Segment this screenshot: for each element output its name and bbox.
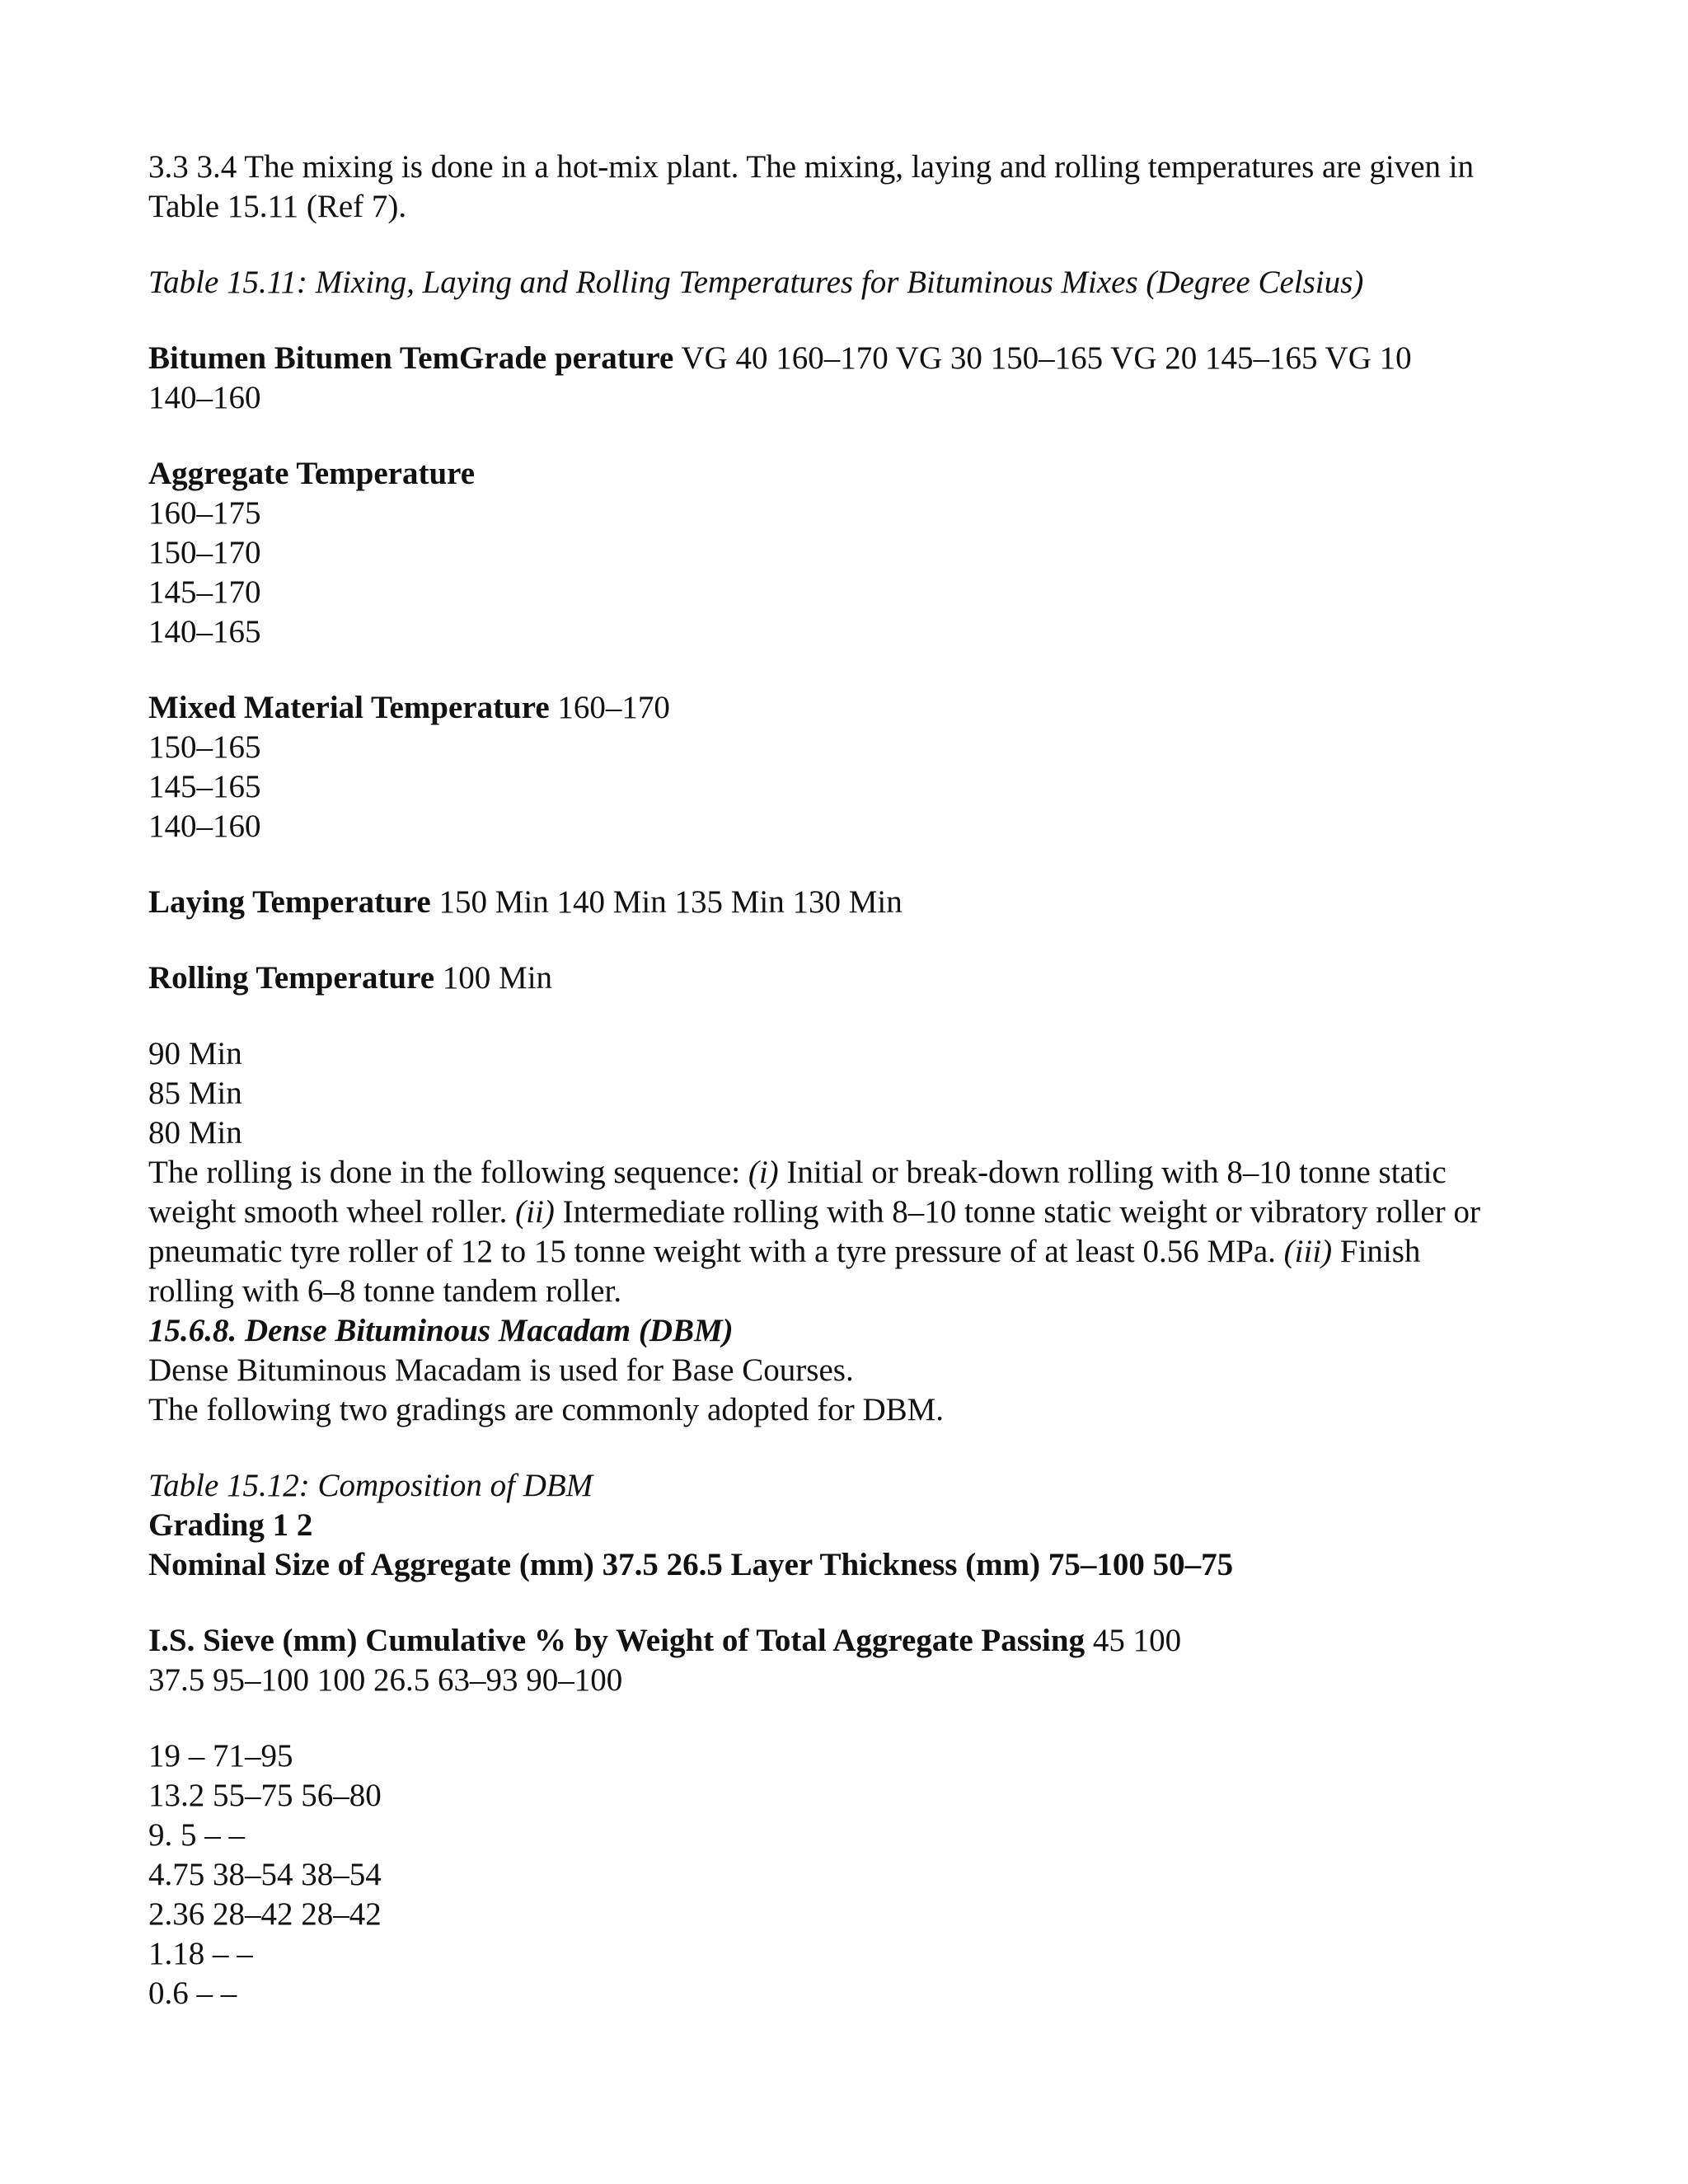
sieve-row: 9. 5 – – (148, 1817, 245, 1853)
text-column (148, 148, 1550, 2013)
sieve-row: 4.75 38–54 38–54 (148, 1857, 382, 1892)
aggregate-value: 145–170 (148, 574, 261, 610)
section-text-line: The following two gradings are commonly adopted for DBM. (148, 1392, 945, 1427)
intro-line: Table 15.11 (Ref 7). (148, 189, 407, 224)
rolling-value: 90 Min (148, 1036, 242, 1071)
bitumen-row (148, 339, 1550, 418)
mixed-value: 145–165 (148, 769, 261, 804)
aggregate-value: 150–170 (148, 535, 261, 570)
rolling-row (148, 958, 1550, 998)
bitumen-values-cont: 140–160 (148, 380, 261, 415)
intro-paragraph (148, 148, 1550, 227)
mixed-value: 160–170 (549, 690, 670, 725)
aggregate-value: 160–175 (148, 495, 261, 531)
sieve-header: I.S. Sieve (mm) Cumulative % by Weight of Total Aggregate Passing (148, 1623, 1085, 1658)
aggregate-header: Aggregate Temperature (148, 456, 476, 491)
aggregate-column (148, 454, 1550, 652)
rolling-sequence-line: The rolling is done in the following sequence: (i) Initial or break-down rolling with 8–10 tonne static (148, 1155, 1447, 1190)
sieve-header-row (148, 1621, 1550, 1700)
section-heading: 15.6.8. Dense Bituminous Macadam (DBM) (148, 1313, 734, 1348)
section-text-line: Dense Bituminous Macadam is used for Base Courses. (148, 1352, 854, 1388)
rolling-sequence-line: weight smooth wheel roller. (ii) Intermediate rolling with 8–10 tonne static weight or vibratory roller or (148, 1194, 1480, 1230)
mixed-material-column (148, 688, 1550, 846)
sieve-row: 19 – 71–95 (148, 1738, 293, 1774)
sieve-row: 13.2 55–75 56–80 (148, 1778, 382, 1813)
aggregate-value: 140–165 (148, 614, 261, 649)
grading-row: Grading 1 2 (148, 1507, 313, 1543)
mixed-value: 150–165 (148, 729, 261, 765)
laying-values: 150 Min 140 Min 135 Min 130 Min (430, 884, 903, 920)
sieve-row: 2.36 28–42 28–42 (148, 1896, 382, 1932)
sieve-rows (148, 1736, 1550, 2013)
nominal-size-row: Nominal Size of Aggregate (mm) 37.5 26.5 Layer Thickness (mm) 75–100 50–75 (148, 1547, 1234, 1582)
table-15-12-caption: Table 15.12: Composition of DBM (148, 1468, 593, 1503)
intro-line: 3.3 3.4 The mixing is done in a hot-mix plant. The mixing, laying and rolling temperatures are given in (148, 149, 1475, 185)
laying-header: Laying Temperature (148, 884, 431, 920)
rolling-values (148, 1034, 1550, 1430)
rolling-sequence-line: pneumatic tyre roller of 12 to 15 tonne weight with a tyre pressure of at least 0.56 MPa. (iii) Finish (148, 1234, 1421, 1269)
rolling-value: 80 Min (148, 1115, 242, 1151)
table-15-12-header (148, 1466, 1550, 1585)
sieve-value: 45 100 (1085, 1623, 1182, 1658)
sieve-row: 37.5 95–100 100 26.5 63–93 90–100 (148, 1662, 623, 1698)
rolling-header: Rolling Temperature (148, 960, 435, 996)
rolling-value: 85 Min (148, 1076, 242, 1111)
rolling-value: 100 Min (434, 960, 553, 996)
bitumen-values: VG 40 160–170 VG 30 150–165 VG 20 145–165 VG 10 (673, 340, 1412, 376)
table-15-11-caption: Table 15.11: Mixing, Laying and Rolling Temperatures for Bituminous Mixes (Degree Celsius) (148, 265, 1364, 300)
mixed-header: Mixed Material Temperature (148, 690, 550, 725)
sieve-row: 0.6 – – (148, 1975, 237, 2011)
mixed-value: 140–160 (148, 808, 261, 844)
rolling-sequence-line: rolling with 6–8 tonne tandem roller. (148, 1273, 622, 1309)
sieve-row: 1.18 – – (148, 1936, 253, 1971)
bitumen-header: Bitumen Bitumen TemGrade perature (148, 340, 674, 376)
laying-row (148, 883, 1550, 922)
